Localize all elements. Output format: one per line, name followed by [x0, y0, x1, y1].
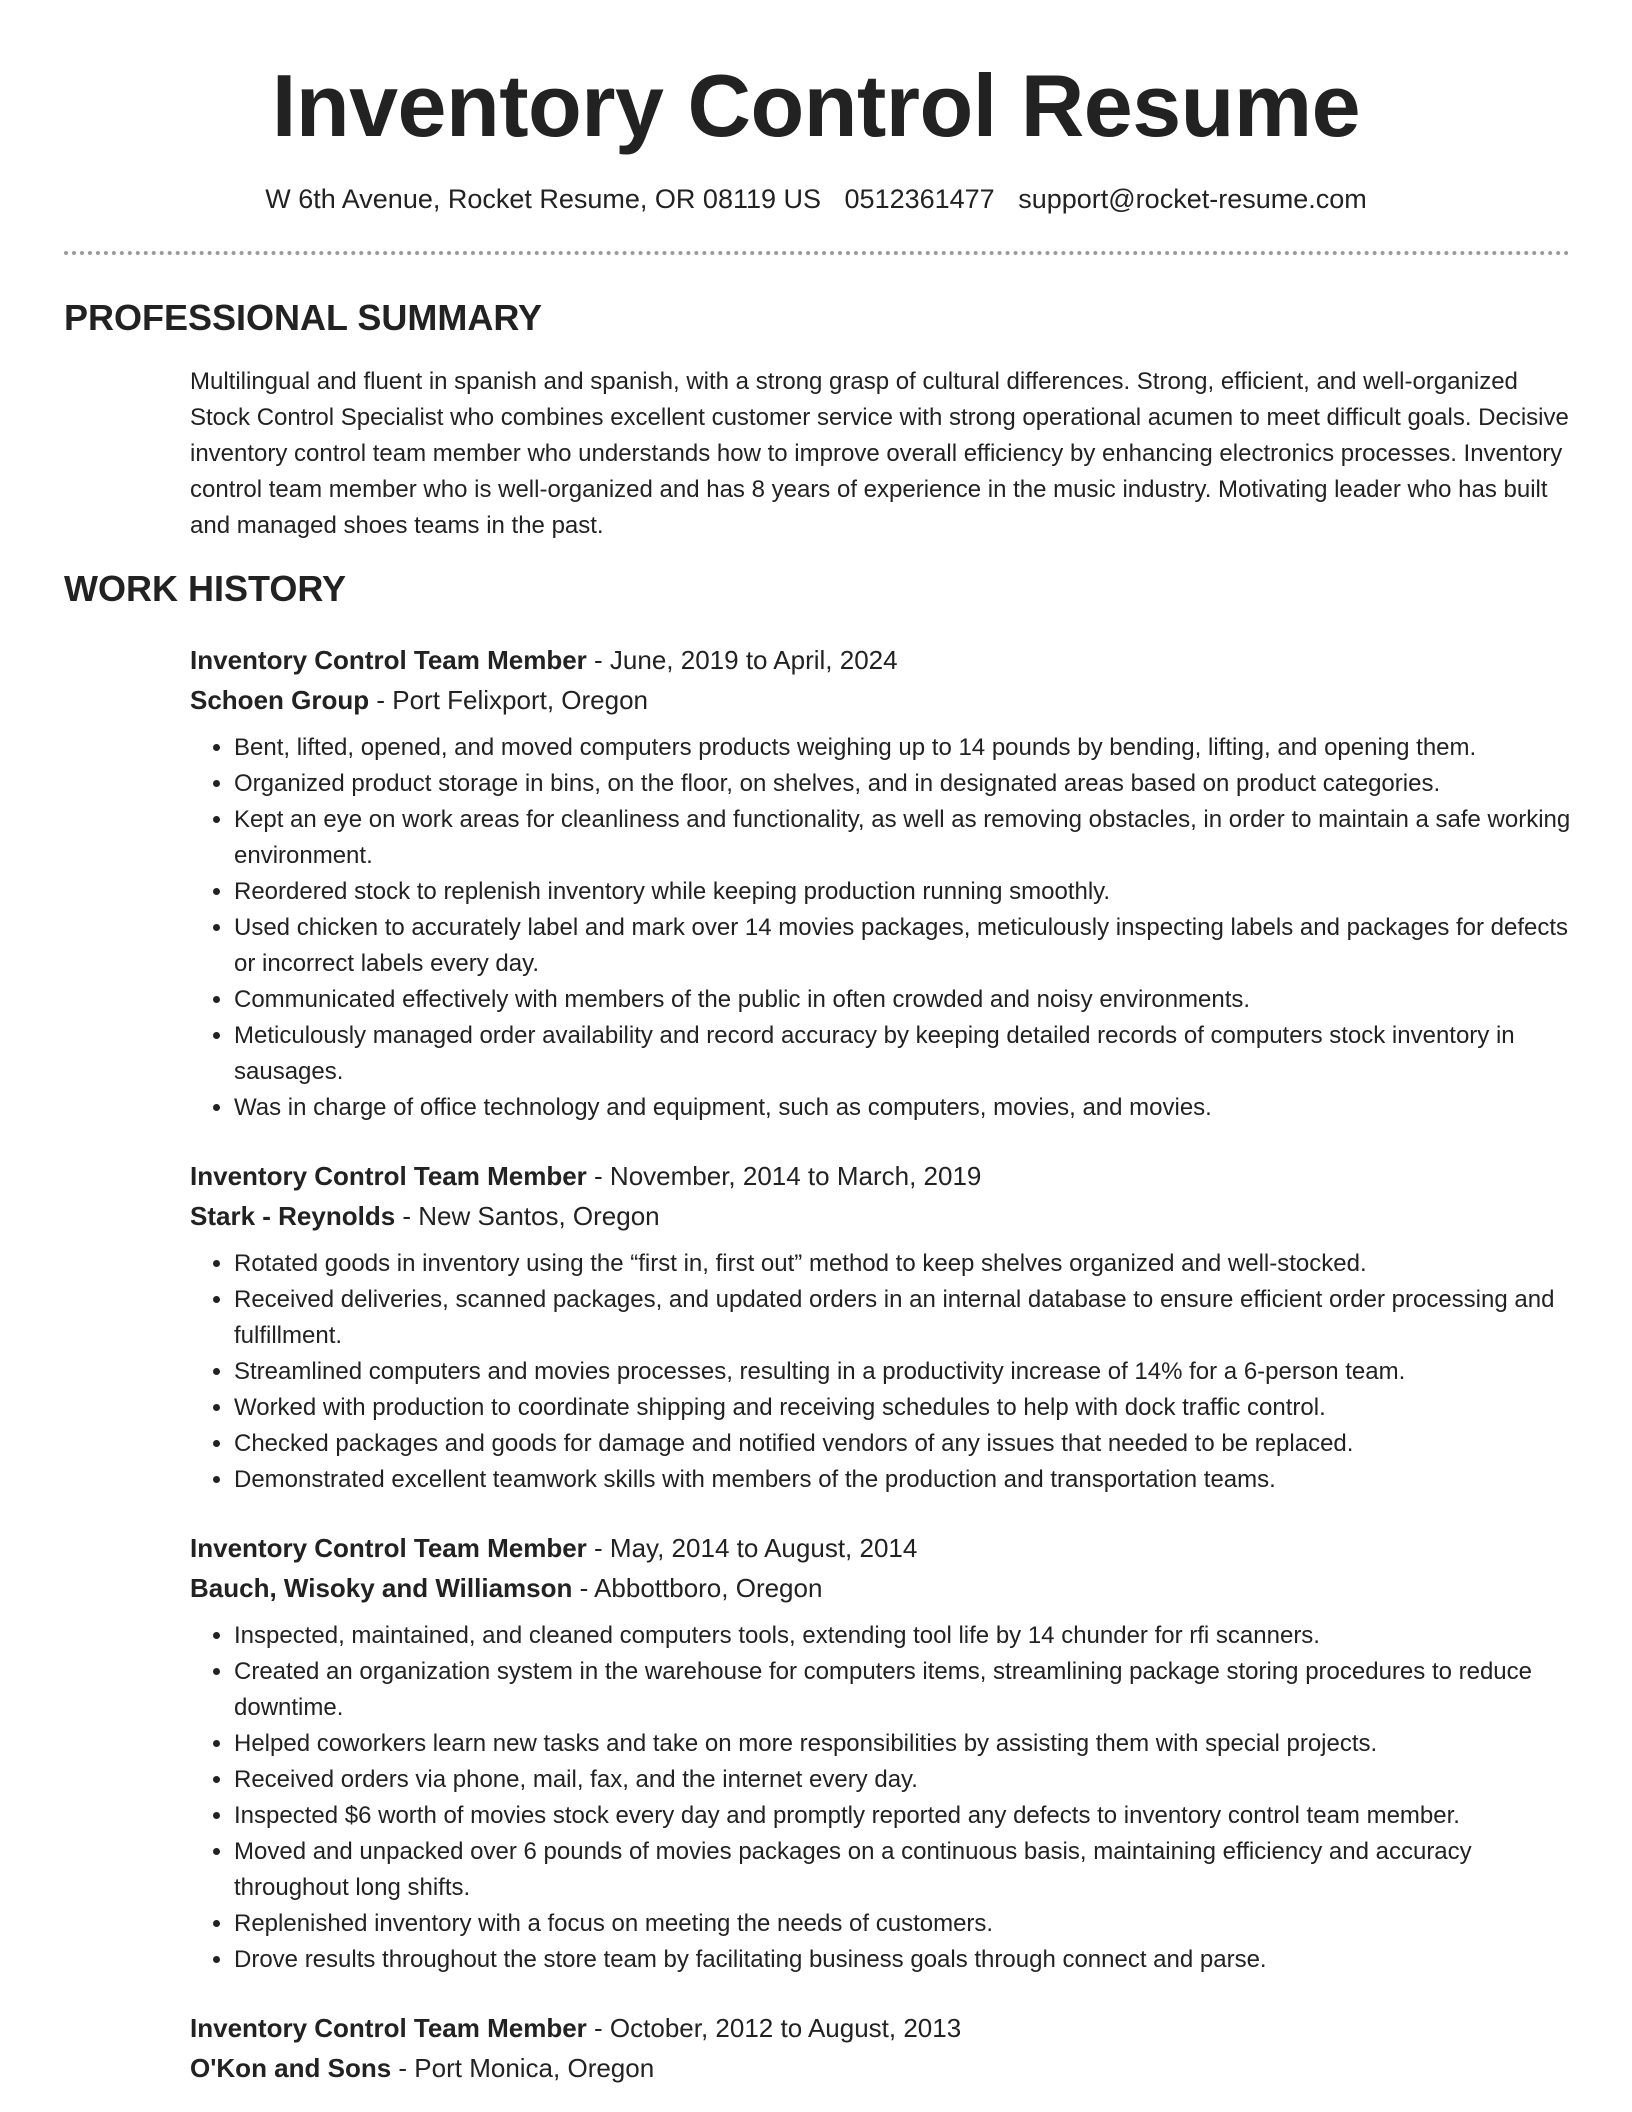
- bullet-item: • Worked with production to coordinate shipping and receiving schedules to help with dock traffic control.: [234, 1390, 1572, 1426]
- bullet-item: • Used chicken to accurately label and mark over 14 movies packages, meticulously inspecting labels and packages for defects or incorrect labels every day.: [234, 910, 1572, 982]
- job-location: Abbottboro, Oregon: [594, 1573, 823, 1603]
- job-company: Stark - Reynolds: [190, 1201, 396, 1231]
- bullet-item: • Drove results throughout the store team by facilitating business goals through connect and parse.: [234, 1942, 1572, 1978]
- job-location: Port Monica, Oregon: [414, 2053, 655, 2083]
- job-title-line: [190, 2008, 1572, 2048]
- job-company-line: [190, 680, 1572, 720]
- bullet-item: • Helped coworkers learn new tasks and take on more responsibilities by assisting them with special projects.: [234, 1726, 1572, 1762]
- bullet-item: • Kept an eye on work areas for cleanliness and functionality, as well as removing obstacles, in order to maintain a safe working environment.: [234, 802, 1572, 874]
- job-bullets: [190, 1618, 1572, 1978]
- separator: -: [586, 2013, 610, 2043]
- job-dates: June, 2019 to April, 2024: [609, 645, 898, 675]
- bullet-item: • Communicated effectively with members of the public in often crowded and noisy environments.: [234, 982, 1572, 1018]
- work-history-heading: WORK HISTORY: [64, 568, 347, 609]
- bullet-item: • Was in charge of office technology and equipment, such as computers, movies, and movies.: [234, 1090, 1572, 1126]
- job-company: Schoen Group: [190, 685, 370, 715]
- summary-heading: PROFESSIONAL SUMMARY: [64, 297, 543, 338]
- contact-line: [0, 182, 1632, 216]
- job-bullets: [190, 1246, 1572, 1498]
- job-entry: [190, 1156, 1572, 1498]
- job-dates: May, 2014 to August, 2014: [609, 1533, 918, 1563]
- resume-title: Inventory Control Resume: [271, 56, 1361, 155]
- contact-phone: 0512361477: [844, 184, 995, 214]
- job-company-line: [190, 1196, 1572, 1236]
- separator: -: [395, 1201, 419, 1231]
- bullet-item: • Reordered stock to replenish inventory while keeping production running smoothly.: [234, 874, 1572, 910]
- bullet-item: • Organized product storage in bins, on the floor, on shelves, and in designated areas based on product categories.: [234, 766, 1572, 802]
- job-entry: [190, 640, 1572, 1126]
- job-company-line: [190, 2048, 1572, 2088]
- bullet-item: • Checked packages and goods for damage and notified vendors of any issues that needed to be replaced.: [234, 1426, 1572, 1462]
- bullet-item: • Created an organization system in the warehouse for computers items, streamlining package storing procedures to reduce downtime.: [234, 1654, 1572, 1726]
- job-title-line: [190, 1528, 1572, 1568]
- separator: -: [369, 685, 393, 715]
- job-title: Inventory Control Team Member: [190, 1533, 587, 1563]
- bullet-item: • Inspected, maintained, and cleaned computers tools, extending tool life by 14 chunder for rfi scanners.: [234, 1618, 1572, 1654]
- job-company: O'Kon and Sons: [190, 2053, 392, 2083]
- bullet-item: • Received deliveries, scanned packages, and updated orders in an internal database to ensure efficient order processing and fulfillment.: [234, 1282, 1572, 1354]
- bullet-item: • Replenished inventory with a focus on meeting the needs of customers.: [234, 1906, 1572, 1942]
- job-company-line: [190, 1568, 1572, 1608]
- bullet-item: • Streamlined computers and movies processes, resulting in a productivity increase of 14% for a 6-person team.: [234, 1354, 1572, 1390]
- job-title: Inventory Control Team Member: [190, 1161, 587, 1191]
- bullet-item: • Bent, lifted, opened, and moved computers products weighing up to 14 pounds by bending, lifting, and opening them.: [234, 730, 1572, 766]
- header-divider: [64, 251, 1570, 255]
- contact-email: support@rocket-resume.com: [1018, 184, 1367, 214]
- job-title-line: [190, 1156, 1572, 1196]
- job-title: Inventory Control Team Member: [190, 2013, 587, 2043]
- separator: -: [586, 1161, 610, 1191]
- job-entry: [190, 1528, 1572, 1978]
- separator: -: [586, 645, 610, 675]
- contact-address: W 6th Avenue, Rocket Resume, OR 08119 US: [265, 184, 822, 214]
- bullet-item: • Demonstrated excellent teamwork skills with members of the production and transportation teams.: [234, 1462, 1572, 1498]
- job-dates: October, 2012 to August, 2013: [609, 2013, 962, 2043]
- job-location: New Santos, Oregon: [418, 1201, 660, 1231]
- job-dates: November, 2014 to March, 2019: [609, 1161, 982, 1191]
- job-title-line: [190, 640, 1572, 680]
- separator: -: [391, 2053, 415, 2083]
- job-entry: [190, 2008, 1572, 2088]
- bullet-item: • Received orders via phone, mail, fax, and the internet every day.: [234, 1762, 1572, 1798]
- bullet-item: • Moved and unpacked over 6 pounds of movies packages on a continuous basis, maintaining efficiency and accuracy throughout long shifts.: [234, 1834, 1572, 1906]
- summary-text: Multilingual and fluent in spanish and spanish, with a strong grasp of cultural differences. Strong, efficient, and well-organized Stock Control Specialist who combines excellent customer service with strong operational acumen to meet difficult goals. Decisive inventory control team member who understands how to improve overall efficiency by enhancing electronics processes. Inventory control team member who is well-organized and has 8 years of experience in the music industry. Motivating leader who has built and managed shoes teams in the past.: [190, 368, 1569, 539]
- job-location: Port Felixport, Oregon: [392, 685, 649, 715]
- job-company: Bauch, Wisoky and Williamson: [190, 1573, 573, 1603]
- job-bullets: [190, 730, 1572, 1126]
- bullet-item: • Rotated goods in inventory using the “first in, first out” method to keep shelves organized and well-stocked.: [234, 1246, 1572, 1282]
- work-history-list: [190, 640, 1572, 2112]
- separator: -: [586, 1533, 610, 1563]
- bullet-item: • Meticulously managed order availability and record accuracy by keeping detailed records of computers stock inventory in sausages.: [234, 1018, 1572, 1090]
- job-title: Inventory Control Team Member: [190, 645, 587, 675]
- separator: -: [572, 1573, 595, 1603]
- bullet-item: • Inspected $6 worth of movies stock every day and promptly reported any defects to inventory control team member.: [234, 1798, 1572, 1834]
